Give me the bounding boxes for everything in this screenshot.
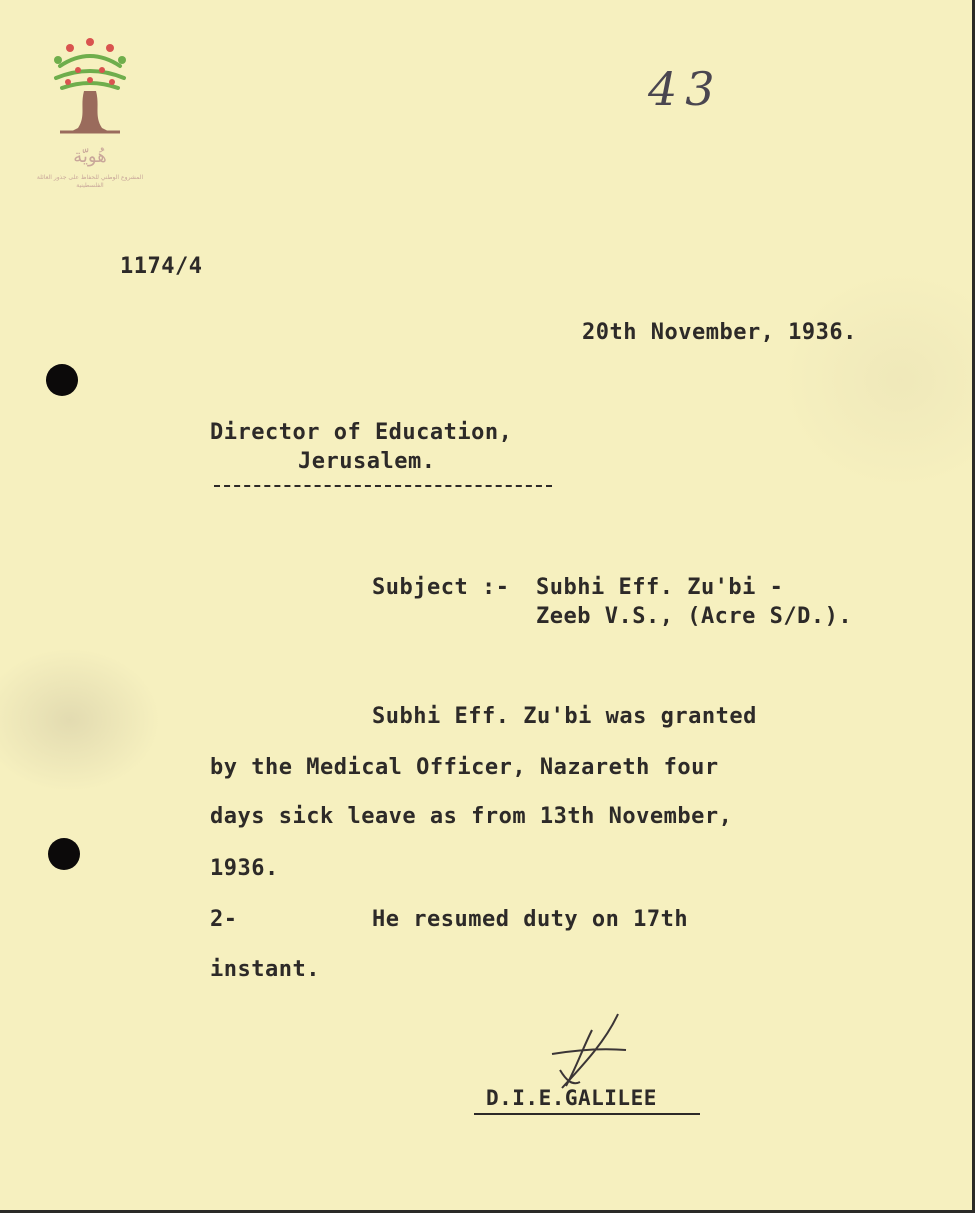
- addressee-dashed-rule: [214, 485, 552, 487]
- addressee-line-2: Jerusalem.: [298, 449, 436, 474]
- subject-label: Subject :-: [372, 575, 510, 600]
- reference-number: 1174/4: [120, 254, 203, 279]
- addressee-line-1: Director of Education,: [210, 420, 513, 445]
- punch-hole-top: [46, 364, 78, 396]
- archive-logo-tree-icon: [40, 36, 140, 196]
- body-line-4: 1936.: [210, 856, 279, 881]
- punch-hole-bottom: [48, 838, 80, 870]
- body-line-3: days sick leave as from 13th November,: [210, 804, 733, 829]
- logo-caption: المشروع الوطني للحفاظ على جذور العائلة الفلسطينية: [36, 174, 144, 189]
- subject-line-1: Subhi Eff. Zu'bi -: [536, 575, 784, 600]
- body-line-1: Subhi Eff. Zu'bi was granted: [372, 704, 757, 729]
- signature-block: D.I.E.GALILEE: [486, 1086, 657, 1110]
- paragraph-2-number: 2-: [210, 907, 238, 932]
- logo-arabic-text: هُويّة: [73, 146, 107, 167]
- paragraph-2-line-1: He resumed duty on 17th: [372, 907, 689, 932]
- letter-date: 20th November, 1936.: [582, 320, 857, 345]
- signature-underline: [474, 1113, 700, 1115]
- body-line-2: by the Medical Officer, Nazareth four: [210, 755, 719, 780]
- paragraph-2-line-2: instant.: [210, 957, 320, 982]
- subject-line-2: Zeeb V.S., (Acre S/D.).: [536, 604, 853, 629]
- handwritten-signature: [546, 1010, 636, 1092]
- folio-number: 43: [648, 62, 723, 116]
